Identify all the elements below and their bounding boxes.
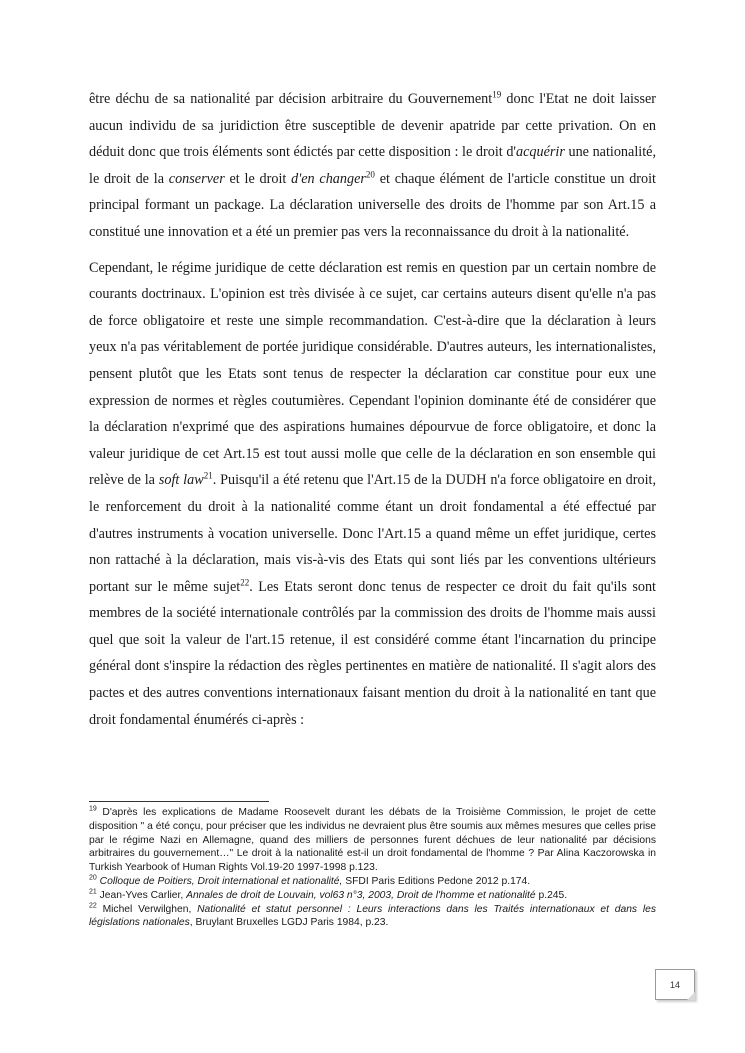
page-number: 14 xyxy=(669,979,680,990)
footnote-ref-19[interactable]: 19 xyxy=(492,89,502,100)
text-run: une nationalité, le droit de la xyxy=(89,144,656,187)
text-run: donc l'Etat ne doit laisser aucun individu de sa juridiction être susceptible de devenir apatride par cette privation. On en déduit donc que trois éléments sont édictés par cette disposition : le droit d' xyxy=(89,91,656,161)
footnote-italic: Nationalité et statut personnel : Leurs interactions dans les Traités internationaux et dans les législations nationales xyxy=(89,903,657,929)
text-run: Cependant, le régime juridique de cette déclaration est remis en question par un certain nombre de courants doctrinaux. L'opinion est très divisée à ce sujet, car certains auteurs disent qu'elle n'a pas de force obligatoire et reste une simple recommandation. C'est-à-dire que la déclaration à leurs yeux n'a pas véritablement de portée juridique considérable. D'autres auteurs, les internationalistes, pensent plutôt que les Etats sont tenus de respecter la déclaration car constitue pour eux une expression de normes et règles coutumières. Cependant l'opinion dominante été de considérer que la déclaration n'exprimé que des aspirations humaines dépourvue de force obligatoire, et donc la valeur juridique de cet Art.15 est tout aussi molle que celle de la déclaration en son ensemble qui relève de la xyxy=(89,259,656,489)
text-run: et chaque élément de l'article constitue un droit principal formant un package. La déclaration universelle des droits de l'homme par son Art.15 a constitué une innovation et a été un premier pas vers la reconnaissance du droit à la nationalité. xyxy=(89,170,656,240)
footnote-22 xyxy=(89,903,656,931)
italic-term: soft law xyxy=(158,472,204,489)
footnotes xyxy=(89,806,656,930)
footnote-text: Jean-Yves Carlier, xyxy=(96,889,187,901)
text-run: . Puisqu'il a été retenu que l'Art.15 de la DUDH n'a force obligatoire en droit, le renforcement du droit à la nationalité comme étant un droit fondamental a été effectué par d'autres instruments à vocation universelle. Donc l'Art.15 a quand même un effet juridique, certes non rattaché à la déclaration, mais vis-à-vis des Etats qui sont liés par les conventions ultérieurs portant sur le même sujet xyxy=(89,472,656,595)
footnote-text: SFDI Paris Editions Pedone 2012 p.174. xyxy=(342,875,531,887)
footnote-number: 21 xyxy=(89,888,97,896)
footnote-number: 19 xyxy=(89,805,97,813)
italic-term: acquérir xyxy=(515,144,565,161)
paragraph-2 xyxy=(89,255,656,734)
page-number-box xyxy=(655,969,695,1000)
paragraph-1 xyxy=(89,86,656,246)
footnote-ref-21[interactable]: 21 xyxy=(203,470,213,481)
italic-term: d'en changer xyxy=(291,170,366,187)
text-run: et le droit xyxy=(224,170,292,187)
footnote-19 xyxy=(89,806,656,875)
footnote-20 xyxy=(89,875,656,889)
footnote-italic: Colloque de Poitiers, Droit international et nationalité, xyxy=(96,875,343,887)
footnote-number: 20 xyxy=(89,874,97,882)
footnote-ref-20[interactable]: 20 xyxy=(365,169,375,180)
footnote-text: , Bruylant Bruxelles LGDJ Paris 1984, p.23. xyxy=(189,917,389,929)
text-run: . Les Etats seront donc tenus de respecter ce droit du fait qu'ils sont membres de la société internationale contrôlés par la commission des droits de l'homme mais aussi quel que soit la valeur de l'art.15 retenue, il est considéré comme étant l'incarnation du principe général dont s'inspire la rédaction des règles pertinentes en matière de nationalité. Il s'agit alors des pactes et des autres conventions internationaux faisant mention du droit à la nationalité en tant que droit fondamental énumérés ci-après : xyxy=(89,578,656,728)
footnote-number: 22 xyxy=(89,902,97,910)
footnote-separator xyxy=(89,801,269,802)
body-text xyxy=(89,86,656,742)
footnote-text: Michel Verwilghen, xyxy=(96,903,198,915)
footnote-text: D'après les explications de Madame Roosevelt durant les débats de la Troisième Commission, le projet de cette disposition " a été conçu, pour préciser que les individus ne devraient plus être soumis aux mêmes mesures que celles prise par le régime Nazi en Allemagne, quand des milliers de personnes furent déchues de leur nationalité par décisions arbitraires du gouvernement…" Le droit à la nationalité est-il un droit fondamental de l'homme ? Par Alina Kaczorowska in Turkish Yearbook of Human Rights Vol.19-20 1997-1998 p.123. xyxy=(89,807,656,874)
italic-term: conserver xyxy=(168,170,225,187)
footnote-ref-22[interactable]: 22 xyxy=(240,576,250,587)
footnote-21 xyxy=(89,889,656,903)
footnote-text: p.245. xyxy=(535,889,568,901)
text-run: être déchu de sa nationalité par décision arbitraire du Gouvernement xyxy=(89,91,493,107)
footnote-italic: Annales de droit de Louvain, vol63 n°3, 2003, Droit de l'homme et nationalité xyxy=(186,889,536,901)
